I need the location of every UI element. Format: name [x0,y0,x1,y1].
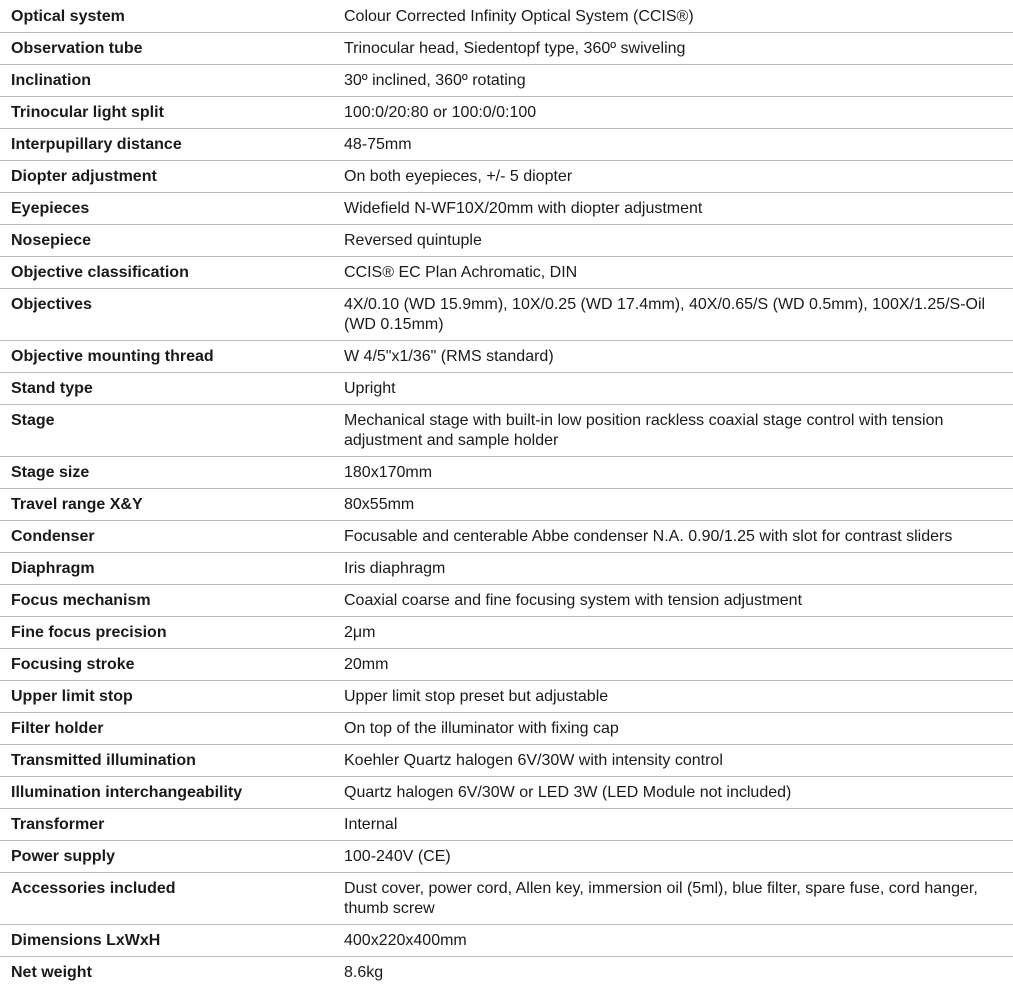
spec-label: Stand type [0,373,344,405]
spec-label: Stage [0,405,344,457]
spec-row-nosepiece [0,225,1013,257]
spec-value: Colour Corrected Infinity Optical System (CCIS®) [344,0,1013,33]
spec-value: Focusable and centerable Abbe condenser N.A. 0.90/1.25 with slot for contrast sliders [344,521,1013,553]
spec-row-stand-type [0,373,1013,405]
spec-row-interpupillary-distance [0,129,1013,161]
spec-value: Quartz halogen 6V/30W or LED 3W (LED Module not included) [344,777,1013,809]
spec-label: Focus mechanism [0,585,344,617]
spec-row-condenser [0,521,1013,553]
spec-row-objectives [0,289,1013,341]
spec-label: Interpupillary distance [0,129,344,161]
spec-label: Optical system [0,0,344,33]
spec-label: Condenser [0,521,344,553]
spec-row-travel-range [0,489,1013,521]
spec-row-filter-holder [0,713,1013,745]
spec-row-eyepieces [0,193,1013,225]
spec-row-power-supply [0,841,1013,873]
spec-label: Objectives [0,289,344,341]
spec-row-upper-limit-stop [0,681,1013,713]
spec-value: W 4/5"x1/36" (RMS standard) [344,341,1013,373]
spec-row-objective-mounting-thread [0,341,1013,373]
spec-label: Diaphragm [0,553,344,585]
spec-row-fine-focus-precision [0,617,1013,649]
spec-label: Transmitted illumination [0,745,344,777]
spec-row-focusing-stroke [0,649,1013,681]
spec-value: CCIS® EC Plan Achromatic, DIN [344,257,1013,289]
spec-label: Net weight [0,957,344,988]
spec-label: Fine focus precision [0,617,344,649]
spec-value: On top of the illuminator with fixing cap [344,713,1013,745]
spec-label: Observation tube [0,33,344,65]
spec-value: Upper limit stop preset but adjustable [344,681,1013,713]
spec-value: Internal [344,809,1013,841]
spec-value: Trinocular head, Siedentopf type, 360º swiveling [344,33,1013,65]
spec-label: Trinocular light split [0,97,344,129]
spec-value: 2μm [344,617,1013,649]
spec-label: Dimensions LxWxH [0,925,344,957]
spec-label: Stage size [0,457,344,489]
spec-row-stage-size [0,457,1013,489]
spec-row-trinocular-light-split [0,97,1013,129]
spec-label: Nosepiece [0,225,344,257]
spec-label: Inclination [0,65,344,97]
spec-value: 30º inclined, 360º rotating [344,65,1013,97]
spec-value: Reversed quintuple [344,225,1013,257]
spec-value: Dust cover, power cord, Allen key, immersion oil (5ml), blue filter, spare fuse, cord hanger, thumb screw [344,873,1013,925]
spec-row-net-weight [0,957,1013,988]
spec-label: Eyepieces [0,193,344,225]
spec-label: Objective mounting thread [0,341,344,373]
spec-label: Illumination interchangeability [0,777,344,809]
spec-row-diopter-adjustment [0,161,1013,193]
spec-row-focus-mechanism [0,585,1013,617]
spec-label: Objective classification [0,257,344,289]
spec-value: Upright [344,373,1013,405]
spec-value: 80x55mm [344,489,1013,521]
spec-value: 48-75mm [344,129,1013,161]
spec-row-observation-tube [0,33,1013,65]
spec-row-accessories-included [0,873,1013,925]
spec-row-dimensions [0,925,1013,957]
spec-value: 20mm [344,649,1013,681]
spec-value: 180x170mm [344,457,1013,489]
spec-label: Travel range X&Y [0,489,344,521]
spec-value: Iris diaphragm [344,553,1013,585]
spec-row-objective-classification [0,257,1013,289]
spec-value: 100:0/20:80 or 100:0/0:100 [344,97,1013,129]
spec-label: Upper limit stop [0,681,344,713]
spec-row-illumination-interchangeability [0,777,1013,809]
spec-value: 400x220x400mm [344,925,1013,957]
spec-label: Filter holder [0,713,344,745]
spec-row-transmitted-illumination [0,745,1013,777]
spec-label: Power supply [0,841,344,873]
spec-label: Transformer [0,809,344,841]
spec-value: On both eyepieces, +/- 5 diopter [344,161,1013,193]
spec-row-transformer [0,809,1013,841]
spec-label: Diopter adjustment [0,161,344,193]
spec-value: Widefield N-WF10X/20mm with diopter adjustment [344,193,1013,225]
spec-value: 4X/0.10 (WD 15.9mm), 10X/0.25 (WD 17.4mm), 40X/0.65/S (WD 0.5mm), 100X/1.25/S-Oil (WD 0.15mm) [344,289,1013,341]
spec-value: Koehler Quartz halogen 6V/30W with intensity control [344,745,1013,777]
spec-label: Accessories included [0,873,344,925]
spec-label: Focusing stroke [0,649,344,681]
spec-value: 8.6kg [344,957,1013,988]
spec-row-optical-system [0,0,1013,33]
spec-value: 100-240V (CE) [344,841,1013,873]
spec-row-diaphragm [0,553,1013,585]
spec-value: Coaxial coarse and fine focusing system with tension adjustment [344,585,1013,617]
spec-row-stage [0,405,1013,457]
spec-value: Mechanical stage with built-in low position rackless coaxial stage control with tension adjustment and sample holder [344,405,1013,457]
spec-row-inclination [0,65,1013,97]
